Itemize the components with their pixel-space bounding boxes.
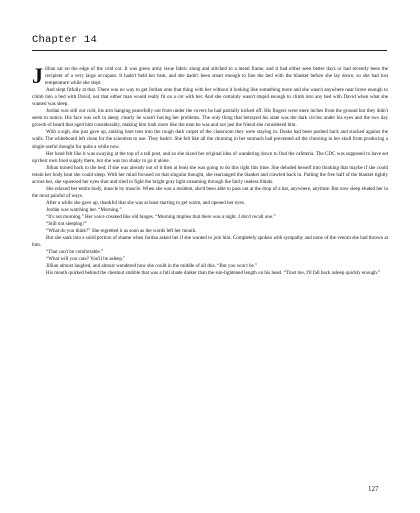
paragraph: But she sank into a solid portion of shame when Jordan asked her if she wanted to join him. Completely spoken with sympathy and none of the venom she had thrown at him. xyxy=(32,235,388,249)
drop-cap: J xyxy=(32,63,43,88)
paragraph-text: illian sat on the edge of the cold cot. It was green army issue fabric slung and stitched to a metal frame, and it had either seen better days or had recently been the recipient of a very large occupant. It hadn't held her heat, and she hadn't been smart enough to line the bed with the blanket before she lay down, so she had lost temperature while she slept. xyxy=(45,66,388,87)
paragraph: “It's not morning.” Her voice creaked like old hinges. “Morning implies that there was a night. I don't recall one.” xyxy=(46,213,276,220)
paragraph: “That can't be comfortable.” xyxy=(46,249,104,256)
paragraph: After a while she gave up, thankful that she was at least starting to get warm, and opened her eyes. xyxy=(46,199,246,206)
paragraph: Her head felt like it was swaying at the top of a tall post, and so she nixed her original idea of wandering down to find the cafeteria. The CDC was supposed to have set up their own food supply there, but she was too shaky to go it alone. xyxy=(32,150,388,164)
chapter-title-rule xyxy=(32,50,387,51)
paragraph: His mouth quirked behind the chestnut stubble that was a full shade darker than the sun-lightened length on his head. “Trust me, I'll fall back asleep quickly enough.” xyxy=(46,270,381,277)
page-number: 127 xyxy=(368,485,379,493)
paragraph: Jordan was watching her. “Morning.” xyxy=(46,206,122,213)
chapter-title: Chapter 14 xyxy=(32,34,98,46)
paragraph: “Still not sleeping?” xyxy=(46,221,87,228)
paragraph xyxy=(32,63,388,88)
paragraph: Jillian turned back to the bed; if she was already out of it then at least she was going to do this right this time. She deluded herself into thinking that maybe if she could retain her body heat she could sleep. With her mind focused on that singular thought, she rearranged the blanket and crawled back in. Pulling the free half of the blanket tightly across her, she squeezed her eyes shut and tried to fight the bright gray light streaming through the fairly useless blinds. xyxy=(32,164,388,185)
chapter-body xyxy=(32,63,388,277)
paragraph: Jillian almost laughed, and almost wondered how she could in the middle of all this. “But you won't be.” xyxy=(46,263,258,270)
paragraph: And slept fitfully at that. There was no way to get Jordan onto that thing with her without it looking like something more and she wasn't anywhere near brave enough to climb into a bed with David, not that either man would really fit on a cot with her. And she certainly wasn't stupid enough to climb into any bed with David when what she wanted was sleep. xyxy=(32,87,388,108)
paragraph: “What will you care? You'll be asleep.” xyxy=(46,256,126,263)
paragraph: Jordan was still out cold, his arm hanging peacefully out from under the covers he had partially kicked off. His fingers were mere inches from the ground but they didn't seem to notice. His face was soft in sleep; clearly he wasn't having her problems. The only thing that betrayed his state was the dark circles under his eyes and the two day growth of beard that aged him considerably, making him look more like the man he was and not just the friend she considered him. xyxy=(32,108,388,129)
paragraph: With a sigh, she just gave up, sinking bare toes into the rough dark carpet of the classroom they were staying in. Desks had been pushed back and stacked against the walls. The whiteboard left clean for the scientists to use. They hadn't. She felt like all the churning in her stomach had prevented all the churning in her skull from producing a single useful thought for quite a while now. xyxy=(32,129,388,150)
paragraph: “What do you think?” She regretted it as soon as the words left her mouth. xyxy=(46,228,197,235)
paragraph: She relaxed her entire body, muscle by muscle. When she was a resident, she'd been able to pass out at the drop of a hat, anywhere, anytime. But now sleep eluded her in the most painful of ways. xyxy=(32,185,388,199)
